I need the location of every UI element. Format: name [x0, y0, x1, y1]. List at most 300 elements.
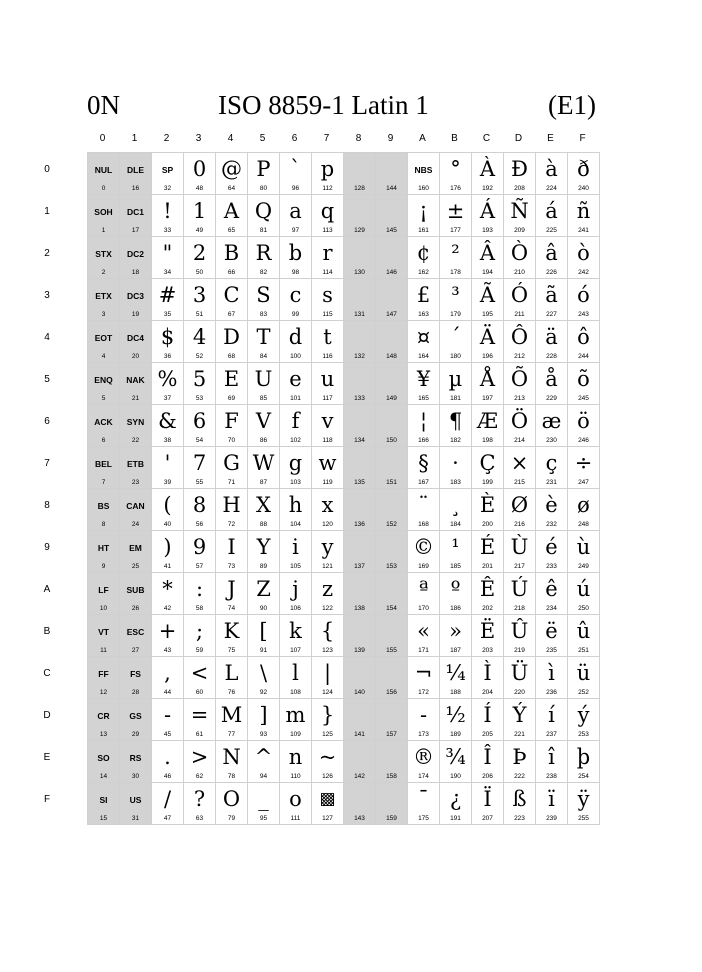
char-cell [344, 699, 376, 741]
char-cell [408, 783, 440, 825]
char-glyph: RS [129, 753, 142, 763]
decimal-code: 6 [101, 437, 106, 444]
char-cell [184, 363, 216, 405]
decimal-code: 15 [99, 815, 108, 822]
decimal-code: 33 [163, 227, 172, 234]
decimal-code: 144 [386, 185, 397, 192]
char-glyph: . [164, 745, 171, 769]
decimal-code: 242 [578, 269, 589, 276]
char-cell [184, 195, 216, 237]
decimal-code: 193 [482, 227, 493, 234]
decimal-code: 117 [322, 395, 333, 402]
decimal-code: 157 [386, 731, 397, 738]
char-glyph: S [256, 283, 271, 307]
char-glyph: Î [483, 745, 492, 769]
decimal-code: 202 [482, 605, 493, 612]
char-cell [312, 741, 344, 783]
decimal-code: 223 [514, 815, 525, 822]
decimal-code: 154 [386, 605, 397, 612]
char-cell [568, 699, 600, 741]
decimal-code: 124 [322, 689, 333, 696]
decimal-code: 75 [227, 647, 236, 654]
decimal-code: 58 [195, 605, 204, 612]
decimal-code: 140 [354, 689, 365, 696]
decimal-code: 73 [227, 563, 236, 570]
decimal-code: 244 [578, 353, 589, 360]
decimal-code: 246 [578, 437, 589, 444]
char-cell [184, 657, 216, 699]
char-glyph: @ [221, 157, 242, 181]
decimal-code: 177 [450, 227, 461, 234]
char-glyph: Y [256, 535, 271, 559]
char-glyph: u [320, 367, 335, 391]
char-cell [344, 615, 376, 657]
char-cell [88, 279, 120, 321]
char-glyph: a [289, 199, 302, 223]
char-glyph: " [162, 241, 173, 265]
char-glyph: 1 [192, 199, 207, 223]
char-glyph: Þ [512, 745, 527, 769]
decimal-code: 62 [195, 773, 204, 780]
char-cell [184, 699, 216, 741]
char-glyph: Ï [483, 787, 492, 811]
char-cell [536, 531, 568, 573]
char-cell [152, 699, 184, 741]
char-cell [440, 279, 472, 321]
char-glyph: [ [259, 619, 268, 643]
char-glyph: õ [577, 367, 590, 391]
char-cell [216, 405, 248, 447]
char-glyph: i [292, 535, 299, 559]
char-glyph: D [223, 325, 240, 349]
char-cell [312, 321, 344, 363]
column-header: 0 [99, 133, 106, 144]
decimal-code: 162 [418, 269, 429, 276]
decimal-code: 219 [514, 647, 525, 654]
char-cell [184, 615, 216, 657]
decimal-code: 64 [227, 185, 236, 192]
char-cell [376, 783, 408, 825]
decimal-code: 167 [418, 479, 429, 486]
char-glyph: ' [164, 451, 171, 475]
decimal-code: 170 [418, 605, 429, 612]
char-glyph: : [195, 577, 204, 601]
char-glyph: FF [98, 669, 109, 679]
decimal-code: 194 [482, 269, 493, 276]
decimal-code: 29 [131, 731, 140, 738]
char-glyph: $ [160, 325, 175, 349]
char-cell [344, 447, 376, 489]
decimal-code: 94 [259, 773, 268, 780]
char-glyph: _ [258, 787, 269, 811]
char-glyph: x [321, 493, 334, 517]
char-cell [120, 363, 152, 405]
char-cell [440, 741, 472, 783]
decimal-code: 57 [195, 563, 204, 570]
char-cell [248, 699, 280, 741]
char-glyph: E [223, 367, 240, 391]
row-header: 5 [44, 374, 50, 385]
decimal-code: 92 [259, 689, 268, 696]
char-cell [120, 321, 152, 363]
decimal-code: 126 [322, 773, 333, 780]
char-cell [472, 783, 504, 825]
char-glyph: Ì [483, 661, 492, 685]
char-cell [504, 279, 536, 321]
char-glyph: ý [577, 703, 590, 727]
decimal-code: 209 [514, 227, 525, 234]
decimal-code: 53 [195, 395, 204, 402]
char-glyph: e [289, 367, 302, 391]
decimal-code: 178 [450, 269, 461, 276]
char-cell [472, 741, 504, 783]
char-cell [120, 489, 152, 531]
decimal-code: 220 [514, 689, 525, 696]
decimal-code: 218 [514, 605, 525, 612]
char-glyph: US [129, 795, 142, 805]
char-cell [504, 531, 536, 573]
decimal-code: 250 [578, 605, 589, 612]
char-glyph: c [289, 283, 302, 307]
char-cell [88, 405, 120, 447]
char-cell [344, 279, 376, 321]
char-glyph: È [479, 493, 496, 517]
char-cell [216, 321, 248, 363]
decimal-code: 45 [163, 731, 172, 738]
char-glyph: , [164, 661, 171, 685]
char-cell [216, 783, 248, 825]
char-cell [504, 321, 536, 363]
column-header: C [482, 133, 491, 144]
char-cell [376, 195, 408, 237]
char-glyph: Ã [479, 283, 496, 307]
char-glyph: û [576, 619, 591, 643]
char-glyph: NBS [414, 165, 433, 175]
decimal-code: 87 [259, 479, 268, 486]
char-glyph: Ë [479, 619, 496, 643]
char-cell [216, 447, 248, 489]
char-cell [152, 573, 184, 615]
row-header: C [43, 668, 51, 679]
decimal-code: 12 [99, 689, 108, 696]
char-cell [504, 615, 536, 657]
decimal-code: 13 [99, 731, 108, 738]
char-glyph: 8 [192, 493, 207, 517]
char-glyph: Ñ [510, 199, 529, 223]
decimal-code: 112 [322, 185, 333, 192]
char-cell [376, 531, 408, 573]
char-cell [88, 657, 120, 699]
char-cell [376, 363, 408, 405]
char-cell [248, 237, 280, 279]
char-glyph: ; [195, 619, 204, 643]
char-glyph: y [321, 535, 334, 559]
char-glyph: ù [576, 535, 591, 559]
char-glyph: ô [577, 325, 590, 349]
decimal-code: 97 [291, 227, 300, 234]
decimal-code: 3 [101, 311, 106, 318]
char-cell [504, 741, 536, 783]
decimal-code: 34 [163, 269, 172, 276]
char-glyph: ú [576, 577, 591, 601]
char-glyph: < [190, 661, 209, 685]
decimal-code: 255 [578, 815, 589, 822]
char-cell [440, 321, 472, 363]
char-cell [568, 573, 600, 615]
decimal-code: 235 [546, 647, 557, 654]
decimal-code: 190 [450, 773, 461, 780]
decimal-code: 240 [578, 185, 589, 192]
decimal-code: 226 [546, 269, 557, 276]
char-cell [376, 153, 408, 195]
char-glyph: £ [416, 283, 431, 307]
char-cell [504, 783, 536, 825]
char-glyph: ¸ [450, 493, 461, 517]
char-cell [216, 615, 248, 657]
char-cell [248, 783, 280, 825]
char-glyph: Ü [510, 661, 529, 685]
char-glyph: ö [577, 409, 590, 433]
char-glyph: m [285, 703, 306, 727]
decimal-code: 134 [354, 437, 365, 444]
decimal-code: 47 [163, 815, 172, 822]
decimal-code: 96 [291, 185, 300, 192]
decimal-code: 36 [163, 353, 172, 360]
char-glyph: À [479, 157, 496, 181]
char-glyph: SUB [126, 585, 145, 595]
char-cell [344, 657, 376, 699]
char-glyph: I [227, 535, 236, 559]
char-glyph: L [224, 661, 239, 685]
decimal-code: 180 [450, 353, 461, 360]
char-cell [536, 447, 568, 489]
char-cell [568, 405, 600, 447]
char-cell [376, 699, 408, 741]
decimal-code: 108 [290, 689, 301, 696]
char-glyph: ÷ [574, 451, 593, 475]
decimal-code: 248 [578, 521, 589, 528]
decimal-code: 216 [514, 521, 525, 528]
decimal-code: 131 [354, 311, 365, 318]
decimal-code: 28 [131, 689, 140, 696]
char-glyph: VT [98, 627, 109, 637]
char-cell [312, 153, 344, 195]
decimal-code: 86 [259, 437, 268, 444]
char-glyph: ^ [254, 745, 273, 769]
char-glyph: O [222, 787, 241, 811]
char-glyph: æ [541, 409, 562, 433]
decimal-code: 51 [195, 311, 204, 318]
decimal-code: 114 [322, 269, 333, 276]
char-glyph: DC4 [126, 333, 144, 343]
decimal-code: 192 [482, 185, 493, 192]
char-glyph: ò [577, 241, 590, 265]
char-glyph: } [320, 703, 335, 727]
decimal-code: 85 [259, 395, 268, 402]
char-cell [408, 279, 440, 321]
char-glyph: + [158, 619, 177, 643]
decimal-code: 72 [227, 521, 236, 528]
char-glyph: Ø [510, 493, 529, 517]
decimal-code: 66 [227, 269, 236, 276]
char-glyph: 0 [192, 157, 207, 181]
char-glyph: â [545, 241, 558, 265]
char-cell [216, 237, 248, 279]
decimal-code: 122 [322, 605, 333, 612]
char-cell [408, 321, 440, 363]
decimal-code: 199 [482, 479, 493, 486]
char-cell [504, 195, 536, 237]
char-cell [88, 531, 120, 573]
char-cell [280, 405, 312, 447]
char-cell [408, 615, 440, 657]
char-cell [472, 489, 504, 531]
decimal-code: 39 [163, 479, 172, 486]
char-glyph: ¬ [414, 661, 433, 685]
decimal-code: 138 [354, 605, 365, 612]
char-glyph: j [292, 577, 299, 601]
decimal-code: 153 [386, 563, 397, 570]
char-cell [248, 321, 280, 363]
char-glyph: BS [97, 501, 110, 511]
column-headers [0, 133, 702, 151]
char-glyph: Ó [510, 283, 529, 307]
column-header: F [579, 133, 586, 144]
row-header: 7 [44, 458, 50, 469]
decimal-code: 118 [322, 437, 333, 444]
decimal-code: 101 [290, 395, 301, 402]
char-cell [440, 363, 472, 405]
decimal-code: 163 [418, 311, 429, 318]
char-cell [472, 447, 504, 489]
decimal-code: 44 [163, 689, 172, 696]
table-row [88, 489, 600, 531]
char-cell [280, 489, 312, 531]
decimal-code: 127 [322, 815, 333, 822]
char-glyph: b [288, 241, 303, 265]
char-glyph: ä [545, 325, 558, 349]
char-glyph: DC3 [126, 291, 144, 301]
char-glyph: µ [448, 367, 463, 391]
row-header: 4 [44, 332, 50, 343]
decimal-code: 56 [195, 521, 204, 528]
char-glyph: ï [548, 787, 555, 811]
decimal-code: 100 [290, 353, 301, 360]
decimal-code: 121 [322, 563, 333, 570]
column-header: 5 [259, 133, 266, 144]
decimal-code: 74 [227, 605, 236, 612]
char-glyph: ¯ [418, 787, 429, 811]
decimal-code: 76 [227, 689, 236, 696]
char-cell [408, 153, 440, 195]
decimal-code: 31 [131, 815, 140, 822]
column-header: 6 [291, 133, 298, 144]
char-glyph: 2 [192, 241, 207, 265]
decimal-code: 217 [514, 563, 525, 570]
decimal-code: 201 [482, 563, 493, 570]
char-glyph: s [322, 283, 333, 307]
char-cell [440, 237, 472, 279]
decimal-code: 174 [418, 773, 429, 780]
char-glyph: Ú [510, 577, 529, 601]
char-cell [344, 573, 376, 615]
char-cell [280, 195, 312, 237]
char-cell [184, 531, 216, 573]
char-cell [280, 657, 312, 699]
char-cell [408, 405, 440, 447]
char-glyph: ¡ [419, 199, 428, 223]
char-cell [472, 615, 504, 657]
char-cell [440, 195, 472, 237]
char-glyph: SI [99, 795, 108, 805]
decimal-code: 71 [227, 479, 236, 486]
decimal-code: 146 [386, 269, 397, 276]
char-glyph: W [252, 451, 275, 475]
char-glyph: ã [545, 283, 558, 307]
column-header: 7 [323, 133, 330, 144]
decimal-code: 40 [163, 521, 172, 528]
char-cell [184, 279, 216, 321]
decimal-code: 197 [482, 395, 493, 402]
decimal-code: 137 [354, 563, 365, 570]
char-glyph: CR [97, 711, 110, 721]
char-cell [312, 615, 344, 657]
decimal-code: 125 [322, 731, 333, 738]
decimal-code: 70 [227, 437, 236, 444]
char-cell [344, 153, 376, 195]
decimal-code: 238 [546, 773, 557, 780]
decimal-code: 135 [354, 479, 365, 486]
decimal-code: 247 [578, 479, 589, 486]
decimal-code: 104 [290, 521, 301, 528]
decimal-code: 105 [290, 563, 301, 570]
decimal-code: 88 [259, 521, 268, 528]
decimal-code: 253 [578, 731, 589, 738]
char-cell [568, 195, 600, 237]
char-cell [216, 279, 248, 321]
char-glyph: ¹ [451, 535, 460, 559]
char-glyph: Ô [510, 325, 529, 349]
char-cell [152, 405, 184, 447]
char-cell [408, 657, 440, 699]
char-cell [88, 195, 120, 237]
decimal-code: 19 [131, 311, 140, 318]
char-glyph: SYN [126, 417, 145, 427]
char-cell [280, 279, 312, 321]
char-glyph: ¿ [449, 787, 462, 811]
decimal-code: 69 [227, 395, 236, 402]
decimal-code: 184 [450, 521, 461, 528]
char-cell [536, 153, 568, 195]
char-glyph: Z [256, 577, 271, 601]
char-cell [216, 699, 248, 741]
table-code: (E1) [548, 90, 596, 120]
char-glyph: ÿ [577, 787, 590, 811]
char-cell [568, 489, 600, 531]
table-row [88, 237, 600, 279]
char-glyph: ] [259, 703, 268, 727]
char-cell [568, 783, 600, 825]
char-cell [344, 405, 376, 447]
char-glyph: o [289, 787, 302, 811]
row-header: A [43, 584, 51, 595]
decimal-code: 115 [322, 311, 333, 318]
code-table [87, 152, 600, 825]
char-glyph: SOH [94, 207, 113, 217]
char-glyph: Ä [479, 325, 496, 349]
char-glyph: ç [545, 451, 558, 475]
char-glyph: à [545, 157, 558, 181]
